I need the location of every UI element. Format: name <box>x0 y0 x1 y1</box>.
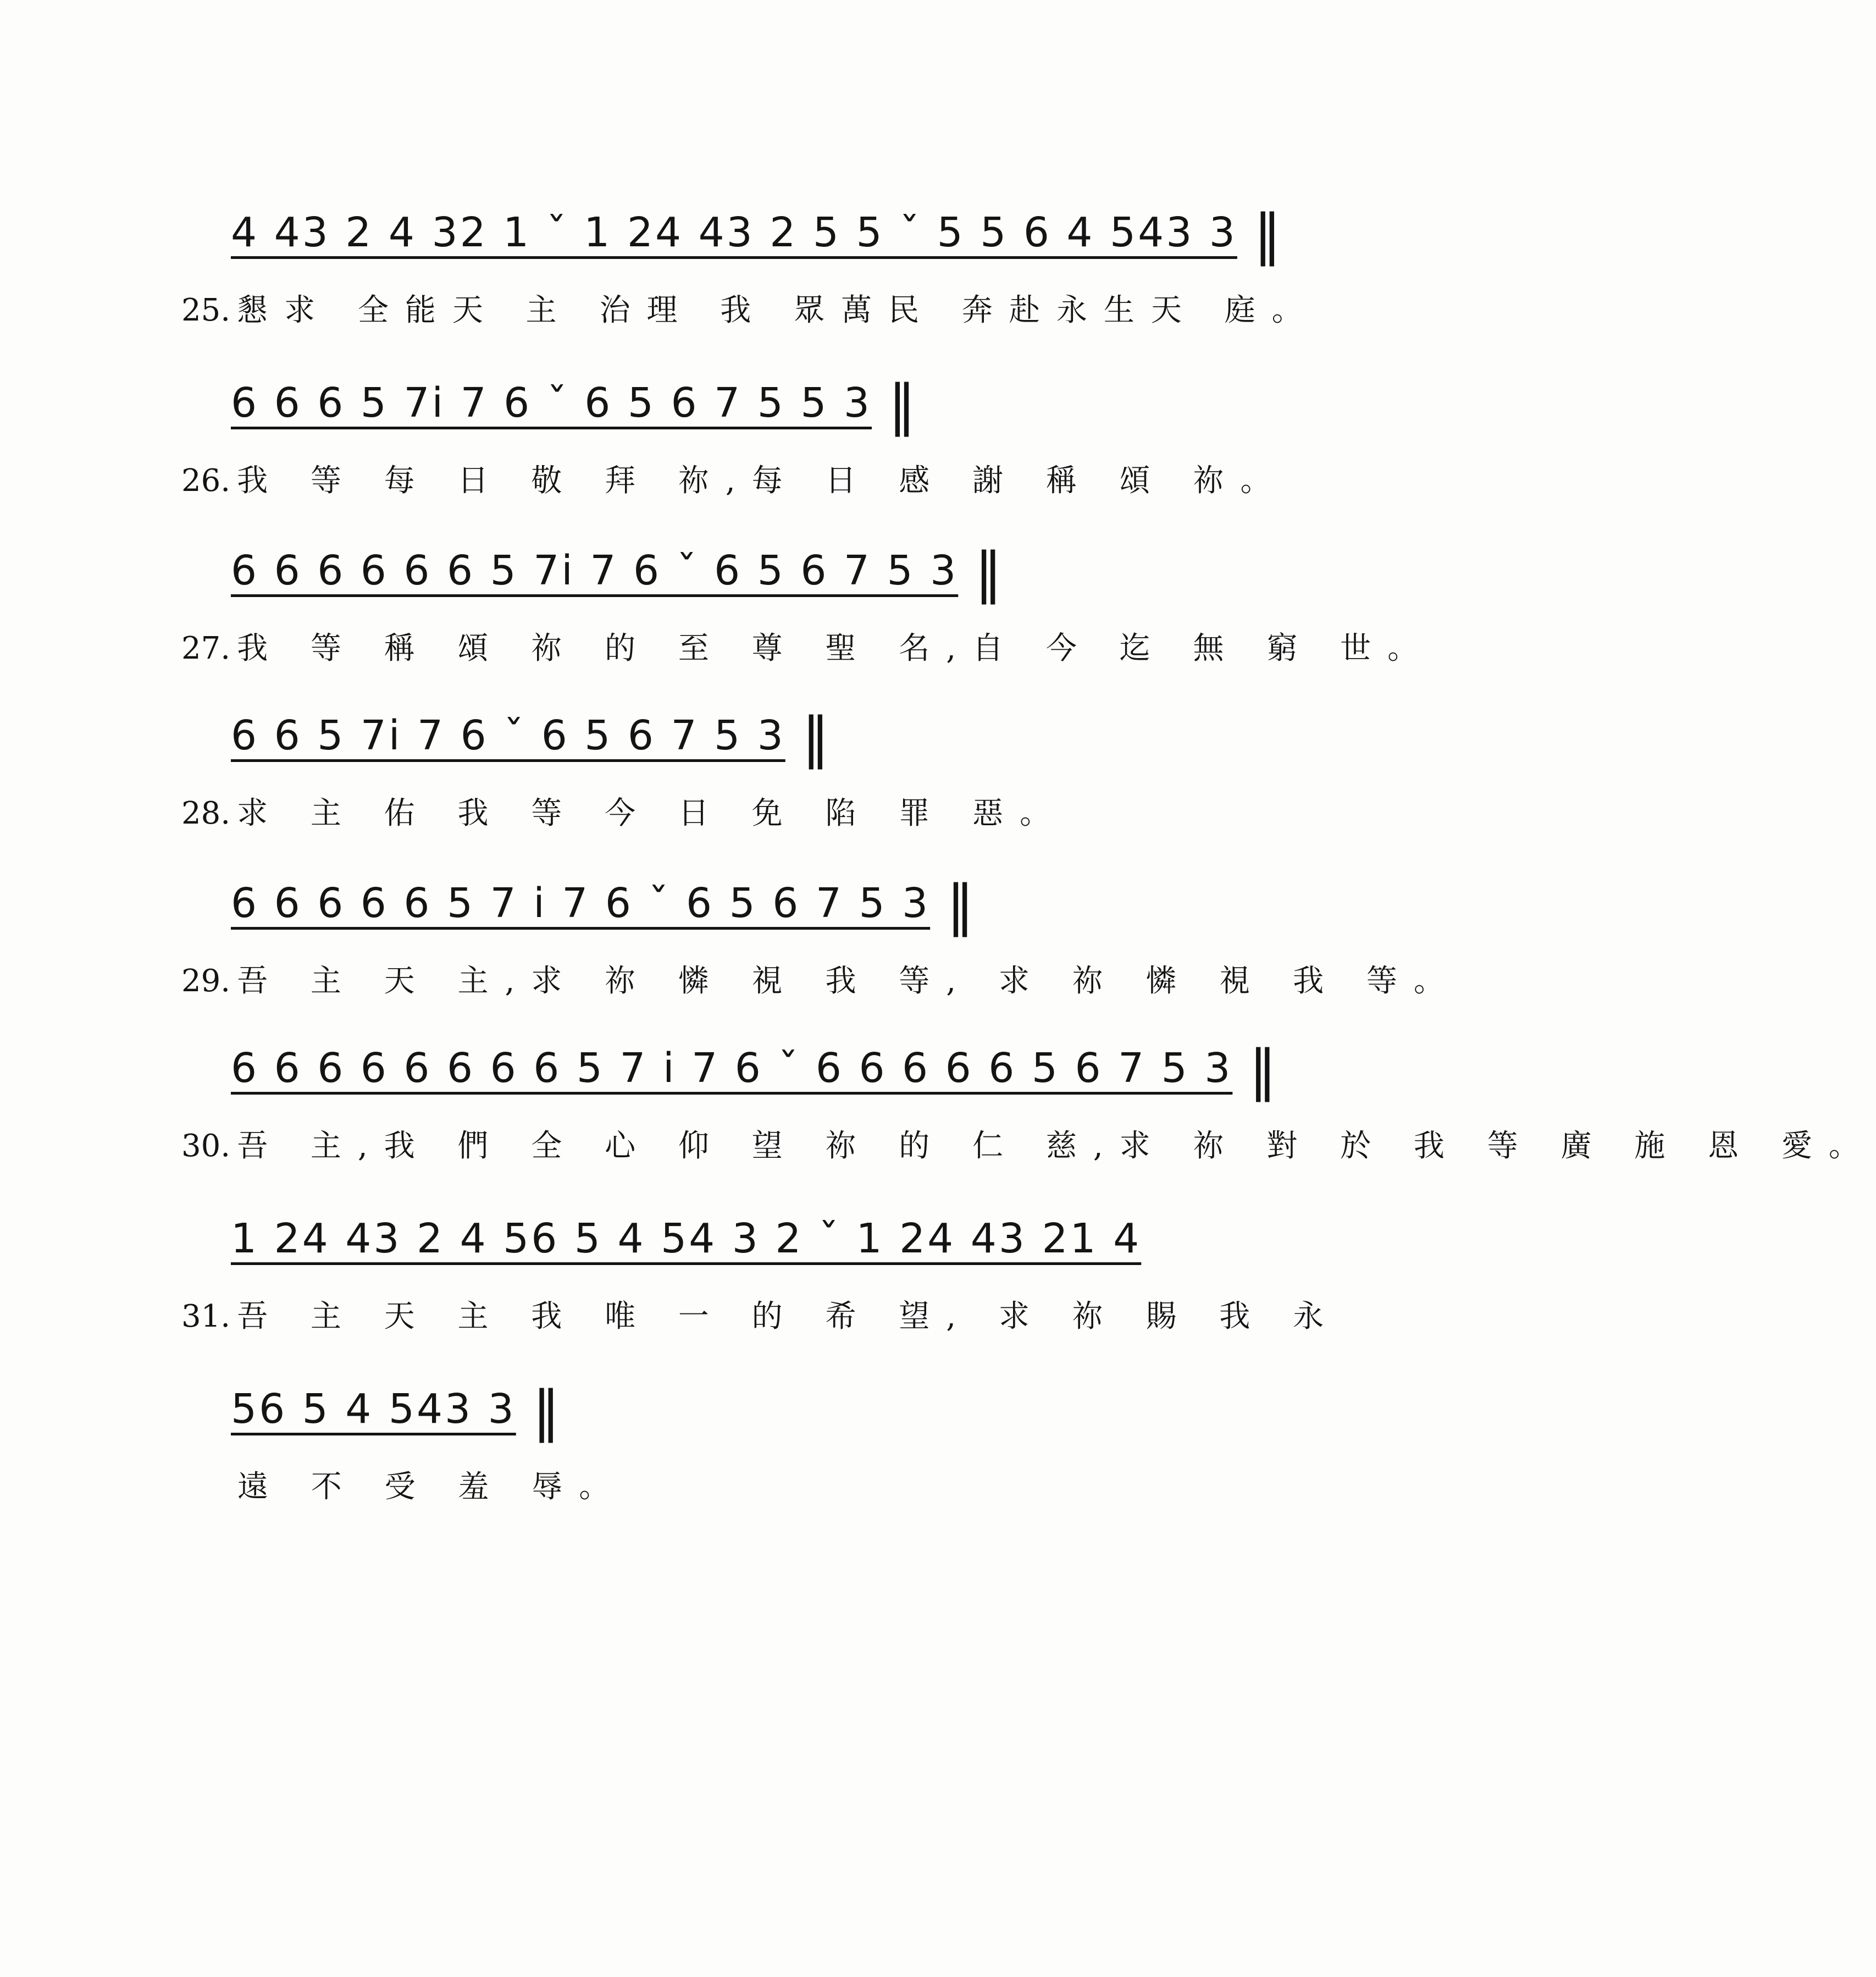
notation-line <box>231 873 977 940</box>
lyric-line <box>181 624 1435 668</box>
lyric-text: 吾 主,我 們 全 心 仰 望 祢 的 仁 慈,求 祢 對 於 我 等 廣 施 恩 愛。 <box>237 1128 1876 1164</box>
verse-number: 25. <box>181 292 231 328</box>
lyric-text: 我 等 每 日 敬 拜 祢,每 日 感 謝 稱 頌 祢。 <box>237 463 1288 499</box>
notation-line <box>231 1038 1279 1105</box>
end-barline: ‖ <box>532 1379 562 1444</box>
note-sequence: 6 6 6 6 6 5 7 i 7 6 ˇ 6 5 6 7 5 3 <box>231 880 931 927</box>
end-barline: ‖ <box>1249 1038 1279 1103</box>
notation-line <box>231 1215 1158 1275</box>
lyric-text: 求 主 佑 我 等 今 日 免 陷 罪 惡。 <box>237 796 1067 831</box>
lyric-line <box>181 1292 1340 1336</box>
note-sequence: 6 6 6 6 6 6 6 6 5 7 i 7 6 ˇ 6 6 6 6 6 5 6 7 5 3 <box>231 1045 1233 1092</box>
lyric-line <box>181 286 1319 330</box>
note-sequence: 6 6 5 7i 7 6 ˇ 6 5 6 7 5 3 <box>231 712 785 759</box>
lyric-line <box>181 789 1067 833</box>
notation-line <box>231 705 832 772</box>
lyric-text: 懇求 全能天 主 治理 我 眾萬民 奔赴永生天 庭。 <box>237 292 1319 328</box>
note-sequence: 56 5 4 543 3 <box>231 1385 516 1433</box>
notation-line <box>231 1379 562 1446</box>
end-barline: ‖ <box>801 705 832 770</box>
verse-number: 28. <box>181 796 231 831</box>
lyric-text: 我 等 稱 頌 祢 的 至 尊 聖 名,自 今 迄 無 窮 世。 <box>237 631 1435 666</box>
verse-number: 30. <box>181 1128 231 1164</box>
notation-line <box>231 202 1283 269</box>
lyric-text: 吾 主 天 主 我 唯 一 的 希 望, 求 祢 賜 我 永 <box>237 1299 1341 1334</box>
notation-line <box>231 373 918 440</box>
verse-number: 26. <box>181 463 231 499</box>
end-barline: ‖ <box>947 873 977 938</box>
verse-number: 31. <box>181 1299 231 1334</box>
end-barline: ‖ <box>888 373 918 438</box>
lyric-line <box>181 1122 1876 1166</box>
lyric-text: 吾 主 天 主,求 祢 憐 視 我 等, 求 祢 憐 視 我 等。 <box>237 963 1461 999</box>
verse-number: 27. <box>181 631 231 666</box>
notation-line <box>231 540 1005 608</box>
end-barline: ‖ <box>975 540 1005 605</box>
note-sequence: 6 6 6 6 6 6 5 7i 7 6 ˇ 6 5 6 7 5 3 <box>231 547 959 594</box>
note-sequence: 6 6 6 5 7i 7 6 ˇ 6 5 6 7 5 5 3 <box>231 379 872 427</box>
lyric-line <box>181 957 1461 1001</box>
end-barline: ‖ <box>1253 202 1283 267</box>
lyric-text: 遠 不 受 羞 辱。 <box>237 1469 627 1505</box>
note-sequence: 1 24 43 2 4 56 5 4 54 3 2 ˇ 1 24 43 21 4 <box>231 1215 1142 1262</box>
verse-number: 29. <box>181 963 231 999</box>
note-sequence: 4 43 2 4 32 1 ˇ 1 24 43 2 5 5 ˇ 5 5 6 4 543 3 <box>231 209 1237 256</box>
lyric-line <box>181 456 1287 500</box>
lyric-line <box>231 1462 626 1506</box>
